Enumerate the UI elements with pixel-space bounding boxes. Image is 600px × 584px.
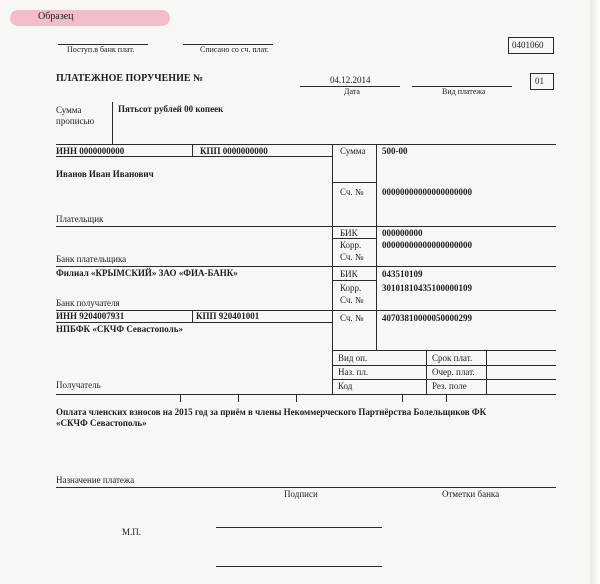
payer-bik: 000000000 bbox=[382, 228, 423, 238]
status-code: 01 bbox=[535, 76, 544, 86]
beneficiary-bik-label: БИК bbox=[340, 269, 358, 279]
payment-type-label: Вид платежа bbox=[442, 87, 486, 96]
grid-divider-codes-mid bbox=[426, 350, 427, 394]
payer-name: Иванов Иван Иванович bbox=[56, 169, 154, 179]
purpose-line1: Оплата членских взносов на 2015 год за приём в члены Некоммерческого Партнёрства Болельщиков ФК bbox=[56, 407, 487, 417]
code-label: Код bbox=[338, 381, 353, 391]
payer-corr-label-line1: Корр. bbox=[340, 240, 362, 250]
grid-tick-3 bbox=[296, 394, 297, 402]
grid-line-top bbox=[56, 144, 556, 145]
payer-account-label: Сч. № bbox=[340, 187, 364, 197]
beneficiary-bank-label: Банк получателя bbox=[56, 298, 120, 308]
pay-order-label: Очер. плат. bbox=[432, 367, 475, 377]
bank-marks-label: Отметки банка bbox=[442, 489, 500, 499]
payer-account: 00000000000000000000 bbox=[382, 187, 472, 197]
beneficiary-account-label: Сч. № bbox=[340, 313, 364, 323]
purpose-label: Назначение платежа bbox=[56, 475, 135, 485]
grid-line-codes-row2 bbox=[332, 365, 556, 366]
beneficiary-bik: 043510109 bbox=[382, 269, 423, 279]
pay-term-label: Срок плат. bbox=[432, 353, 473, 363]
beneficiary-name: НПБФК «СКЧФ Севастополь» bbox=[56, 324, 183, 334]
purpose-line2: «СКЧФ Севастополь» bbox=[56, 418, 147, 428]
reserve-label: Рез. поле bbox=[432, 381, 467, 391]
grid-tick-5 bbox=[446, 394, 447, 402]
form-code: 0401060 bbox=[512, 40, 544, 50]
seal-label: М.П. bbox=[122, 527, 142, 537]
grid-line-inn-kpp bbox=[56, 156, 332, 157]
sum-value: 500-00 bbox=[382, 146, 408, 156]
payer-inn: ИНН 0000000000 bbox=[56, 146, 125, 156]
payer-bank-label: Банк плательщика bbox=[56, 254, 127, 264]
grid-line-beneficiary-bottom bbox=[56, 394, 556, 395]
payer-label: Плательщик bbox=[56, 214, 104, 224]
signature-line-2 bbox=[216, 566, 382, 567]
grid-line-beneficiary-bank-bottom bbox=[56, 310, 556, 311]
received-label: Поступ.в банк плат. bbox=[67, 45, 135, 54]
grid-line-bik-beneficiary bbox=[332, 280, 376, 281]
purpose-line bbox=[56, 487, 556, 488]
beneficiary-inn: ИНН 9204007931 bbox=[56, 311, 125, 321]
beneficiary-bank-name: Филиал «КРЫМСКИЙ» ЗАО «ФИА-БАНК» bbox=[56, 268, 238, 278]
beneficiary-corr-label-line1: Корр. bbox=[340, 283, 362, 293]
date-value: 04.12.2014 bbox=[330, 75, 371, 85]
date-label: Дата bbox=[344, 87, 360, 96]
form-title: ПЛАТЕЖНОЕ ПОРУЧЕНИЕ № bbox=[56, 73, 204, 84]
grid-divider-labels-right bbox=[376, 144, 377, 350]
grid-line-codes-top bbox=[332, 350, 556, 351]
grid-divider-codes-right bbox=[486, 350, 487, 394]
sum-label: Сумма bbox=[340, 146, 366, 156]
amount-words-label-line1: Сумма bbox=[56, 105, 82, 115]
beneficiary-account: 40703810000050000299 bbox=[382, 313, 472, 323]
grid-line-beneficiary-inn-kpp bbox=[56, 322, 332, 323]
grid-line-sum-bottom bbox=[332, 182, 376, 183]
grid-line-payer-bottom bbox=[56, 226, 556, 227]
paper-edge bbox=[590, 0, 600, 584]
grid-divider-beneficiary-inn-kpp bbox=[192, 310, 193, 322]
payer-corr-label-line2: Сч. № bbox=[340, 252, 364, 262]
grid-tick-2 bbox=[238, 394, 239, 402]
sample-stamp bbox=[10, 10, 170, 26]
amount-words-label-line2: прописью bbox=[56, 116, 95, 126]
beneficiary-corr-account: 30101810435100000109 bbox=[382, 283, 472, 293]
amount-words-divider bbox=[112, 102, 113, 144]
payer-kpp: КПП 0000000000 bbox=[200, 146, 268, 156]
beneficiary-corr-label-line2: Сч. № bbox=[340, 295, 364, 305]
grid-tick-4 bbox=[402, 394, 403, 402]
grid-line-payer-bank-bottom bbox=[56, 266, 556, 267]
payer-corr-account: 00000000000000000000 bbox=[382, 240, 472, 250]
signatures-label: Подписи bbox=[284, 489, 318, 499]
grid-divider-inn-kpp bbox=[192, 144, 193, 156]
beneficiary-label: Получатель bbox=[56, 380, 101, 390]
beneficiary-kpp: КПП 920401001 bbox=[196, 311, 260, 321]
grid-line-bik-payer bbox=[332, 238, 376, 239]
op-type-label: Вид оп. bbox=[338, 353, 368, 363]
amount-words-value: Пятьсот рублей 00 копеек bbox=[118, 104, 224, 114]
sample-stamp-label: Образец bbox=[38, 11, 74, 22]
signature-line-1 bbox=[216, 527, 382, 528]
grid-tick-1 bbox=[180, 394, 181, 402]
pay-name-label: Наз. пл. bbox=[338, 367, 369, 377]
debited-label: Списано со сч. плат. bbox=[200, 45, 269, 54]
payer-bik-label: БИК bbox=[340, 228, 358, 238]
grid-line-codes-row3 bbox=[332, 379, 556, 380]
